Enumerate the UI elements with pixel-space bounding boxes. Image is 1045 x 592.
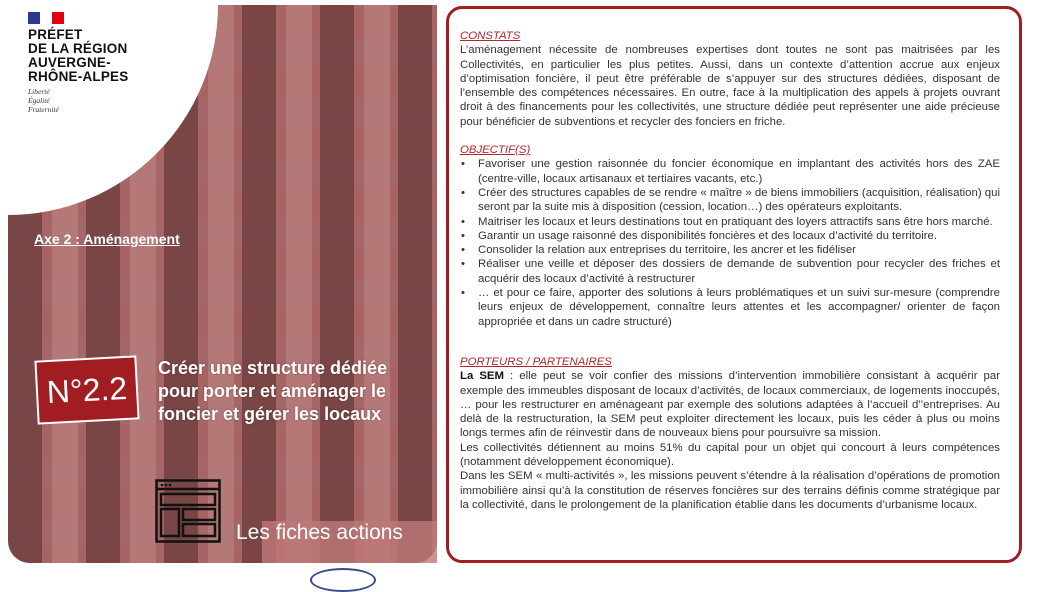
section-heading: PORTEURS / PARTENAIRES	[460, 355, 612, 368]
list-item: • Favoriser une gestion raisonnée du foncier économique en implantant des activités hors des ZAE (centre-ville, locaux artisanaux et tertiaires vacants, etc.)	[478, 157, 1000, 186]
logo-motto	[28, 87, 128, 114]
section-constats	[460, 29, 1000, 129]
list-item: • Maitriser les locaux et leurs destinations tout en pratiquant des loyers attractifs sans être hors marché.	[478, 215, 1000, 229]
title-line: foncier et gérer les locaux	[158, 404, 382, 424]
constats-text: L’aménagement nécessite de nombreuses expertises dont toutes ne sont pas maitrisées par les Collectivités, en particulier les plus petites. Aussi, dans un contexte d’attention accrue aux enjeux d’optimisation foncière, il peut être préférable de s’appuyer sur des structures dédiées, disposant de l’ensemble des compétences nécessaires. En outre, face à la multiplication des appels à projets ouvrant droit à des financements pour les collectivités, une structure dédiée peut représenter une aide précieuse pour bénéficier de subventions et recycler des fonciers en friche.	[460, 44, 1000, 128]
section-heading: CONSTATS	[460, 30, 521, 42]
section-heading: OBJECTIF(S)	[460, 144, 531, 157]
logo-line: PRÉFET	[28, 27, 83, 42]
section-objectifs	[460, 143, 1000, 329]
axis-label: Axe 2 : Aménagement	[34, 231, 180, 247]
prefet-logo	[28, 12, 128, 114]
logo-line: AUVERGNE-	[28, 55, 111, 70]
porteurs-p2: Les collectivités détiennent au moins 51% du capital pour un objet qui concourt à leurs compétences (notamment développement économique).	[460, 441, 1000, 469]
logo-line: DE LA RÉGION	[28, 41, 128, 56]
title-line: pour porter et aménager le	[158, 381, 387, 401]
flag-icon	[28, 12, 64, 24]
fiches-banner	[236, 521, 437, 563]
objectives-list	[460, 157, 1000, 329]
section-porteurs	[460, 355, 1000, 512]
fiches-label: Les fiches actions	[236, 521, 403, 544]
logo-title	[28, 28, 128, 84]
list-item: • Réaliser une veille et déposer des dossiers de demande de subvention pour recycler des friches et acquérir des locaux d’activité à restructurer	[478, 257, 1000, 286]
title-line: Créer une structure dédiée	[158, 358, 388, 378]
action-number-badge: N°2.2	[34, 355, 139, 424]
webpage-layout-icon	[155, 479, 221, 545]
motto-line: Égalité	[28, 96, 50, 105]
list-item: • Créer des structures capables de se rendre « maître » de biens immobiliers (acquisition, réalisation) qui seront par la suite mis à disposition (cession, location…) des opérateurs exploitants.	[478, 186, 1000, 215]
action-title	[158, 357, 387, 426]
motto-line: Fraternité	[28, 105, 59, 114]
list-item: • … et pour ce faire, apporter des solutions à leurs problématiques et un suivi sur-mesure (comprendre leurs enjeux de développement, connaître leurs attentes et les accompagner/ orienter de façon appropriée et dans un cadre structuré)	[478, 286, 1000, 329]
porteurs-p1-text: : elle peut se voir confier des missions d’intervention immobilière consistant à acquérir par exemple des immeubles disposant de locaux d’activités, de locaux commerciaux, de logements inoccupés, … pour les restructurer en aménageant par exemple des solutions adaptées à l’accueil d’’entreprises. Au delà de la restructuration, la SEM peut exploiter directement les locaux, puis les céder à plus ou moins longs termes afin de réinvestir dans de nouveaux biens pour poursuivre sa mission.	[460, 370, 1000, 440]
motto-line: Liberté	[28, 87, 50, 96]
list-item: • Consolider la relation aux entreprises du territoire, les ancrer et les fidéliser	[478, 243, 1000, 257]
content-panel	[446, 6, 1022, 563]
porteurs-p3: Dans les SEM « multi-activités », les missions peuvent s’étendre à la réalisation d’opérations de promotion immobilière ainsi qu’à la constitution de réserves foncières sur des terrains définis comme stratégique par la collectivité, dans le prolongement de la planification établie dans les documents d’urbanisme locaux.	[460, 470, 1000, 511]
logo-line: RHÔNE-ALPES	[28, 69, 129, 84]
list-item: • Garantir un usage raisonné des disponibilités foncières et des locaux d’activité du territoire.	[478, 229, 1000, 243]
seal-emblem	[310, 568, 376, 592]
porteurs-p1	[460, 369, 1000, 440]
sem-label: La SEM	[460, 370, 505, 383]
